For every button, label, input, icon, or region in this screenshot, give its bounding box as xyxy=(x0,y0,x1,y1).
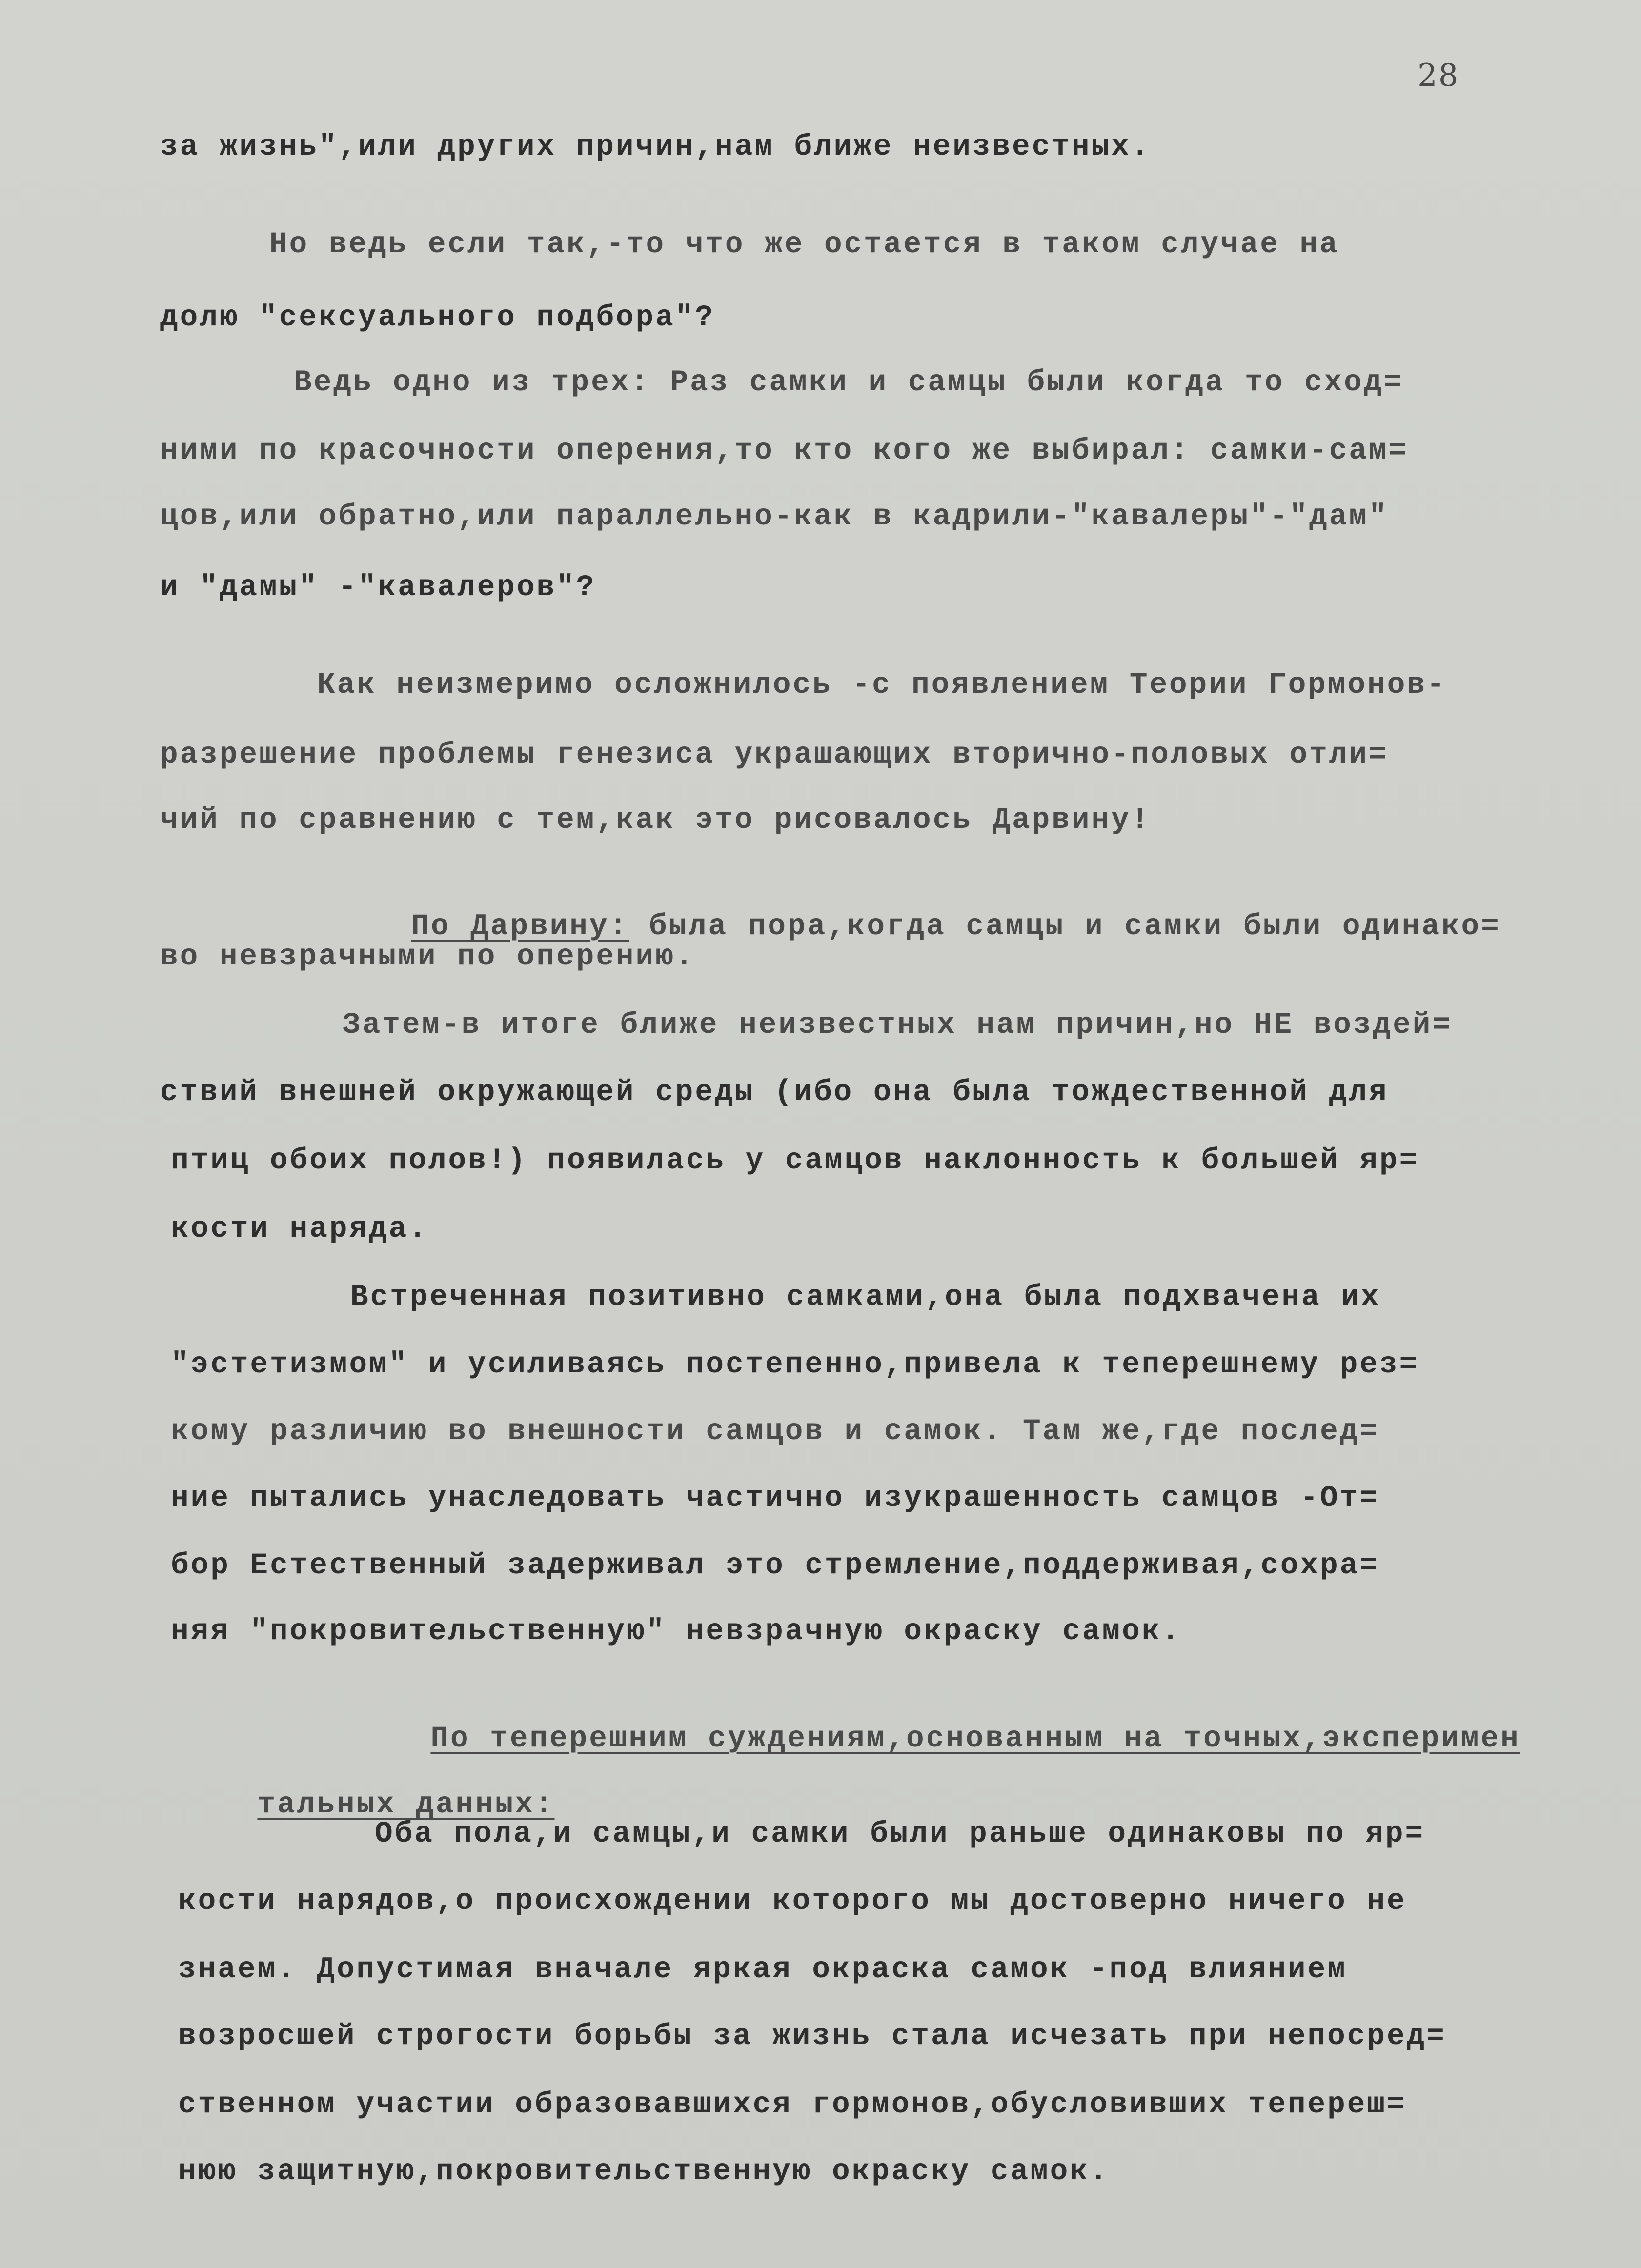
text-line: ние пытались унаследовать частично изукрашенность самцов -От= xyxy=(171,1482,1379,1515)
text-line: за жизнь",или других причин,нам ближе неизвестных. xyxy=(160,130,1151,164)
text-line: Но ведь если так,-то что же остается в таком случае на xyxy=(269,228,1339,261)
text-line: кому различию во внешности самцов и самок. Там же,где послед= xyxy=(171,1415,1379,1448)
text-line: "эстетизмом" и усиливаясь постепенно,привела к теперешнему рез= xyxy=(171,1348,1419,1382)
heading-current-views: По теперешним суждениям,основанным на точных,эксперимен xyxy=(430,1722,1520,1756)
text-line: кости нарядов,о происхождении которого мы достоверно ничего не xyxy=(178,1885,1407,1918)
text-line: чий по сравнению с тем,как это рисовалось Дарвину! xyxy=(160,803,1151,837)
text-line: ними по красочности оперения,то кто кого же выбирал: самки-сам= xyxy=(160,434,1409,468)
page-number: 28 xyxy=(1418,58,1459,94)
text-line: птиц обоих полов!) появилась у самцов наклонность к большей яр= xyxy=(171,1144,1419,1178)
text-line: возросшей строгости борьбы за жизнь стала исчезать при непосред= xyxy=(178,2020,1446,2053)
heading-current-views-end: тальных данных: xyxy=(257,1788,555,1822)
text-line: Затем-в итоге ближе неизвестных нам причин,но НЕ воздей= xyxy=(343,1008,1452,1042)
text-line: цов,или обратно,или параллельно-как в кадрили-"кавалеры"-"дам" xyxy=(160,500,1389,534)
text-line: была пора,когда самцы и самки были одинако= xyxy=(629,910,1501,943)
text-line: Встреченная позитивно самками,она была подхвачена их xyxy=(350,1281,1381,1314)
text-line: во невзрачными по оперению. xyxy=(160,940,695,974)
text-line: Ведь одно из трех: Раз самки и самцы были когда то сход= xyxy=(294,366,1403,400)
text-line: кости наряда. xyxy=(171,1212,428,1246)
text-line: ственном участии образовавшихся гормонов,обусловивших тепереш= xyxy=(178,2088,1407,2122)
text-line: нюю защитную,покровительственную окраску самок. xyxy=(178,2155,1110,2188)
text-line: Оба пола,и самцы,и самки были раньше одинаковы по яр= xyxy=(375,1817,1425,1851)
text-line: и "дамы" -"кавалеров"? xyxy=(160,571,596,604)
text-line: долю "сексуального подбора"? xyxy=(160,301,715,335)
text-line: бор Естественный задерживал это стремление,поддерживая,сохра= xyxy=(171,1549,1379,1583)
text-line: няя "покровительственную" невзрачную окраску самок. xyxy=(171,1615,1181,1648)
heading-darwin: По Дарвину: xyxy=(411,910,629,943)
text-line: разрешение проблемы генезиса украшающих вторично-половых отли= xyxy=(160,738,1389,772)
text-line: Как неизмеримо осложнилось -с появлением Теории Гормонов- xyxy=(317,668,1447,702)
text-line: знаем. Допустимая вначале яркая окраска самок -под влиянием xyxy=(178,1953,1347,1987)
text-line: ствий внешней окружающей среды (ибо она была тождественной для xyxy=(160,1076,1389,1109)
